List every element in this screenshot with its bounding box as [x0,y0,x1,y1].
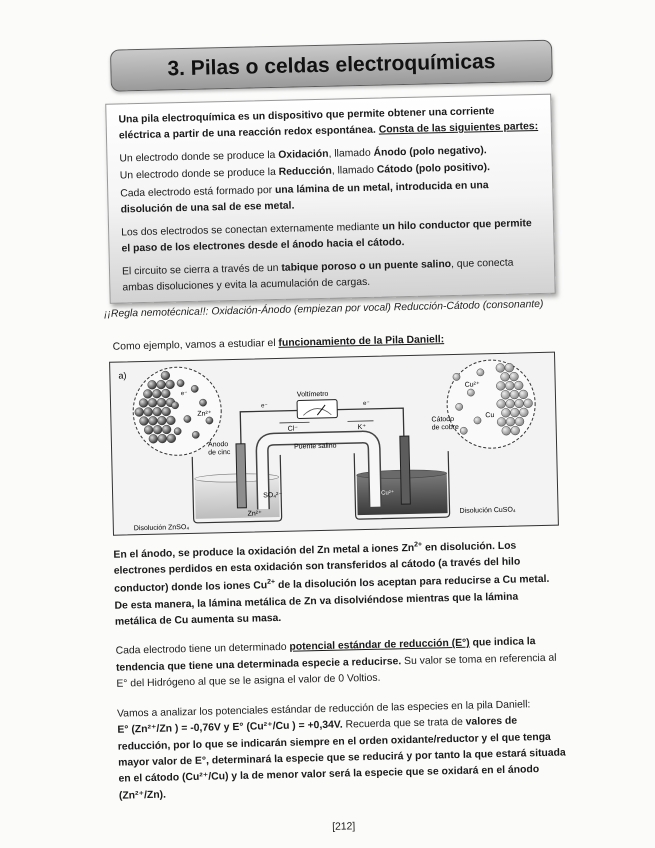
page-number: [212] [332,821,356,834]
zinc-atom [144,426,153,435]
zinc-atom [166,380,175,389]
copper-ion [453,373,460,380]
copper-solution-label: Disolución CuSO₄ [459,506,516,516]
copper-ion [477,369,484,376]
copper-zoom-circle [446,359,536,449]
copper-atom [505,363,514,372]
copper-atom [497,418,506,427]
copper-ion [460,427,467,434]
example-intro [113,332,563,353]
copper-atom [519,408,528,417]
box-p3-c: , llamado [331,165,377,178]
zinc-ion [191,385,198,392]
para2-a: Cada electrodo tiene un determinado [115,642,290,658]
anode-label-2: de cinc [208,449,231,457]
box-p2-b: Oxidación [278,149,329,162]
copper-ion [456,403,463,410]
para2-b: potencial estándar de reducción (E°) [289,638,470,654]
zinc-atom [158,434,167,443]
para1-c: de la disolución los aceptan para reducirse a Cu metal. De esta manera, la lámina metálica de Zn va disolviéndose mientras que la lámina metálica de Cu aumenta su masa. [114,573,550,628]
copper-atom [519,390,528,399]
voltmeter [297,391,338,419]
para2-c: que indica la tendencia que tiene una determinada especie a reducirse. [115,636,536,674]
zinc-solution-label: Disolución ZnSO₄ [133,524,190,533]
box-p4-b: una lámina de un metal, introducida en una disolución de una sal de ese metal. [120,179,489,216]
anode-label: Ánodo [207,441,229,449]
box-paragraph-6 [122,255,543,297]
copper-atom [496,382,505,391]
copper-atom [501,373,510,382]
zinc-atom [153,425,162,434]
zinc-atom [148,381,157,390]
voltmeter-label: Voltímetro [296,391,329,399]
anode-paragraph [113,536,563,631]
cathode-label-2: de cobre [431,424,459,432]
zinc-atom [161,389,170,398]
zinc-ion [206,417,213,424]
section-title: 3. Pilas o celdas electroquímicas [110,40,553,92]
box-p1-underlined: Consta de las siguientes partes: [378,121,539,136]
para2-d: Su valor se toma en referencia al E° del Hidrógeno al que se le asigna el valor de 0 Voltios. [116,652,557,690]
copper-atom [515,399,524,408]
potassium-label: K⁺ [357,424,367,432]
copper-atom [514,381,523,390]
sulfate-label: SO₄²⁻ [263,492,283,500]
copper-atom [510,408,519,417]
explanation-text [113,536,567,805]
daniell-cell-diagram [110,353,558,535]
zinc-ion [192,431,199,438]
box-p3-d: Cátodo (polo positivo). [376,162,491,177]
box-p2-a: Un electrodo donde se produce la [119,150,279,165]
copper-atom [502,427,511,436]
zinc-ion [174,428,181,435]
box-p4-a: Cada electrodo está formado por [120,184,276,199]
zinc-atom [139,417,148,426]
cathode-label: Cátodo [431,416,455,424]
copper-atom [515,417,524,426]
box-p2-d: Ánodo (polo negativo). [373,145,487,159]
copper-atom-label: Cu [485,412,495,420]
zinc-atom [167,434,176,443]
mnemonic-rule: ¡¡Regla nemotécnica!!: Oxidación-Ánodo (empiezan por vocal) Reducción-Cátodo (consonante) [103,299,544,321]
zinc-atom [157,416,166,425]
para1-a-sup: 2+ [414,540,423,549]
copper-atom [510,390,519,399]
zinc-atom [144,408,153,417]
para3-c: Recuerda que se trata de [342,716,466,731]
intro-text: Como ejemplo, vamos a estudiar el [112,338,279,353]
daniell-cell-figure [109,352,559,536]
zinc-atom [143,390,152,399]
box-p6-b: tabique poroso o un puente salino [281,259,452,274]
textbook-page [96,40,574,839]
zinc-ion-solution-label: Zn²⁺ [247,510,262,518]
zinc-atom [161,371,170,380]
zinc-atom [153,407,162,416]
zinc-atom [149,435,158,444]
zinc-ion [171,402,178,409]
para3-b: E° (Zn²⁺/Zn ) = -0,76V y E° (Cu²⁺/Cu ) = +0,34V. [117,719,343,736]
box-paragraph-1 [118,103,539,145]
box-p6-c: , que conecta ambas disoluciones y evita la acumulación de cargas. [122,257,514,294]
zinc-atom [152,389,161,398]
copper-atom [496,364,505,373]
zinc-atom [157,398,166,407]
chloride-label: Cl⁻ [287,425,299,433]
box-p3-a: Un electrodo donde se produce la [119,167,279,182]
copper-atom [505,381,514,390]
zinc-atom [135,408,144,417]
para1-b: en disolución. Los electrones perdidos en esta oxidación son transferidos al cátodo (a través del hilo conductor) donde los iones Cu [113,540,521,595]
zinc-electrode [236,444,246,508]
zinc-atom [162,425,171,434]
copper-atom [510,372,519,381]
zinc-ion-label: Zn²⁺ [197,410,212,419]
copper-electrode [400,436,411,504]
copper-atom [511,426,520,435]
zinc-ion [184,416,191,423]
intro-underlined: funcionamiento de la Pila Daniell: [278,334,445,350]
ion-flow-arrows [280,421,374,423]
copper-ion-label: Cu²⁺ [464,381,480,389]
box-p1-text: Una pila electroquímica es un dispositivo que permite obtener una corriente eléctrica a partir de una reacción redox espontánea. [118,105,495,142]
definition-box [105,94,555,304]
para3-d: valores de reducción, por lo que se indicarán siempre en el orden oxidante/reductor y el que tenga mayor valor de E°, determinará la especie que se reducirá y por tanto la que estará situada en el cátodo (Cu²⁺/Cu) y la de menor valor será la especie que se oxidará en el ánodo (Zn²⁺/Zn). [117,715,566,802]
zinc-ion [177,380,184,387]
electron-label-left: e⁻ [180,391,188,398]
para1-b-sup: 2+ [267,578,276,586]
copper-ion-solution-label: Cu²⁺ [381,490,395,497]
zinc-atom [148,417,157,426]
box-p3-b: Reducción [278,166,332,179]
copper-ion [474,417,481,424]
para1-a: En el ánodo, se produce la oxidación del Zn metal a iones Zn [113,542,415,561]
zinc-ion [199,399,206,406]
zinc-atom [139,399,148,408]
copper-atom [501,391,510,400]
box-p5-a: Los dos electrodos se conectan externamente mediante [121,221,383,239]
electron-label-wire-2: e⁻ [363,401,370,408]
zinc-atom [148,399,157,408]
panel-label: a) [118,370,127,381]
box-p5-b: un hilo conductor que permite el paso de los electrones desde el ánodo hacia el cátodo. [121,217,532,255]
salt-bridge-label: Puente salino [293,442,337,451]
box-paragraph-5 [121,216,542,258]
zinc-atom [162,407,171,416]
daniell-potentials-paragraph [117,696,567,805]
box-p2-c: , llamado [328,147,374,161]
copper-atom [524,399,533,408]
electron-label-wire-1: e⁻ [261,403,268,410]
para3-a: Vamos a analizar los potenciales estándar de reducción de las especies en la pila Daniell: [116,699,531,720]
copper-atom [506,417,515,426]
box-p6-a: El circuito se cierra a través de un [121,262,282,278]
potential-paragraph [115,634,564,693]
zinc-atom [157,380,166,389]
copper-atom [497,400,506,409]
zinc-atom [166,416,175,425]
copper-atom [506,399,515,408]
copper-atom [501,409,510,418]
copper-ion [467,389,474,396]
